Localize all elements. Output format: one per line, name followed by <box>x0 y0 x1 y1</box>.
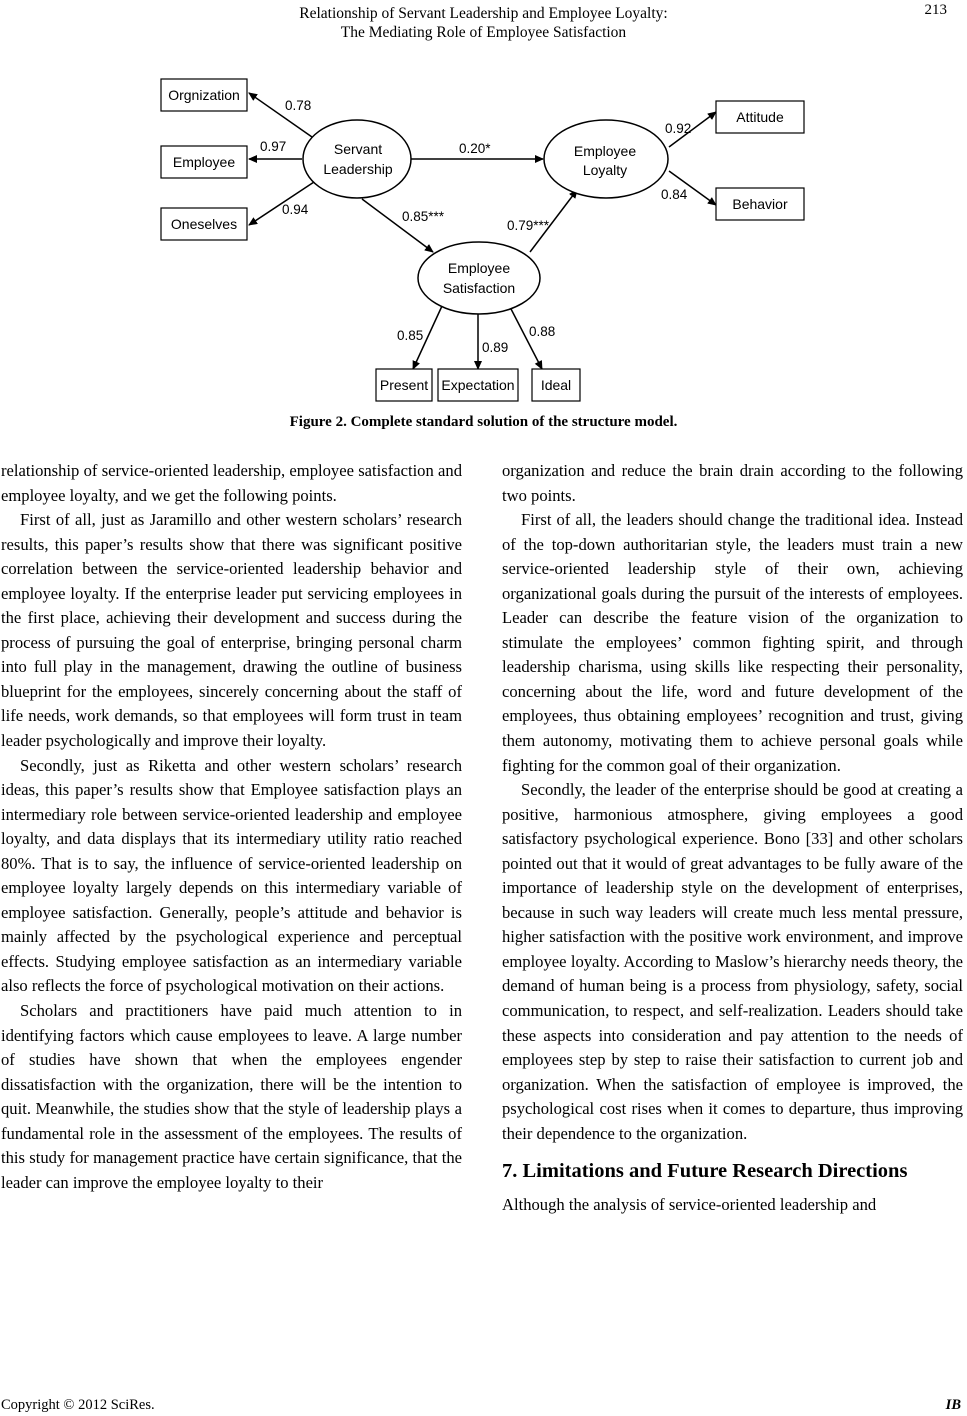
node-employee-label: Employee <box>172 154 236 170</box>
node-servant-leadership-label-2: Leadership <box>323 161 393 177</box>
coef-sat-ideal: 0.88 <box>529 324 556 339</box>
right-paragraph-2: First of all, the leaders should change the traditional idea. Instead of the top-down authoritarian style, the leaders must train a new service-oriented leadership style of their own, achieving organizational goals during the pursuit of the interests of employees. Leader can describe the feature vision of the organization to stimulate the employees’ common fighting spirit, and through leadership charisma, using skills like respecting their personality, concerning about the life, word and future development of the employees, thus obtaining employees’ recognition and trust, giving them autonomy, motivating them to achieve personal goals while fighting for the common goal of their organization. <box>502 510 963 775</box>
right-paragraph-1: organization and reduce the brain drain according to the following two points. <box>502 461 963 505</box>
node-ideal-label: Ideal <box>540 377 572 393</box>
node-employee-satisfaction-label-1: Employee <box>447 260 511 276</box>
left-paragraph-4: Scholars and practitioners have paid much attention to in identifying factors which cause employees to leave. A large number of studies have shown that when the employees engender dissatisfaction with the organization, there will be the intention to quit. Meanwhile, the studies show that the style of leadership plays a fundamental role in the assessment of the employees. The results of this study for management practice have certain significance, that the leader can improve the employee loyalty to their <box>1 1001 462 1192</box>
section-heading: 7. Limitations and Future Research Directions <box>502 1160 908 1183</box>
node-employee-loyalty-label-1: Employee <box>573 143 637 159</box>
right-paragraph-4: Although the analysis of service-oriented leadership and <box>502 1195 877 1215</box>
node-expectation-label: Expectation <box>441 377 515 393</box>
coef-sat-present: 0.85 <box>397 328 424 343</box>
node-organization-label: Orgnization <box>168 87 240 103</box>
arrow-sl-satisfaction <box>362 199 433 252</box>
node-employee-loyalty-ellipse <box>544 120 668 198</box>
copyright-notice: Copyright © 2012 SciRes. <box>1 1397 155 1413</box>
running-title-line-1: Relationship of Servant Leadership and Employee Loyalty: <box>299 5 668 22</box>
node-employee-loyalty-label-2: Loyalty <box>582 162 628 178</box>
left-paragraph-1: relationship of service-oriented leadership, employee satisfaction and employee loyalty, and we get the following points. <box>1 461 462 505</box>
right-paragraph-3: Secondly, the leader of the enterprise should be good at creating a positive, harmonious atmosphere, giving employees a good satisfactory psychological experience. Bono [33] and other scholars pointed out that it would of great advantages to be fully aware of the importance of leadership style on the development of enterprises, because in such way leaders will create much less mental pressure, higher satisfaction with the positive work environment, and improve employee loyalty. According to Maslow’s hierarchy needs theory, the demand of human being is a process from physiology, safety, social communication, to respect, and self-realization. Leaders should take these aspects into consideration and pay attention to the needs of employees step by step to raise their satisfaction to current job and organization. When the satisfaction of employee is improved, the psychological cost rises when it comes to departure, thus improving their dependence to the organization. <box>502 780 963 1143</box>
coef-loyalty-behavior: 0.84 <box>661 187 688 202</box>
node-oneselves-label: Oneselves <box>170 216 238 232</box>
coef-sat-expectation: 0.89 <box>482 340 509 355</box>
journal-abbreviation: IB <box>945 1397 961 1413</box>
coef-sl-oneselves: 0.94 <box>282 202 309 217</box>
page-footer <box>0 1397 967 1416</box>
node-employee-satisfaction-ellipse <box>418 242 540 314</box>
coef-sl-organization: 0.78 <box>285 98 312 113</box>
node-behavior-label: Behavior <box>732 196 788 212</box>
coef-satisfaction-loyalty: 0.79*** <box>507 218 550 233</box>
right-column <box>502 459 963 1218</box>
page-number: 213 <box>924 2 947 18</box>
left-paragraph-3: Secondly, just as Riketta and other western scholars’ research ideas, this paper’s results show that Employee satisfaction plays an intermediary role between service-oriented leadership and employee loyalty, and data displays that its intermediary utility ratio reached 80%. That is to say, the influence of service-oriented leadership on employee loyalty largely depends on this intermediary variable of employee satisfaction. Generally, people’s attitude and behavior is mainly affected by the psychological experience and perceptual effects. Studying employee satisfaction as an intermediary variable also reflects the force of psychological motivation on their actions. <box>1 755 462 996</box>
running-title-line-2: The Mediating Role of Employee Satisfaction <box>340 24 627 41</box>
coef-sl-employee: 0.97 <box>260 139 287 154</box>
node-employee-satisfaction-label-2: Satisfaction <box>442 280 516 296</box>
left-paragraph-2: First of all, just as Jaramillo and other western scholars’ research results, this paper’s results show that there was significant positive correlation between the service-oriented leadership behavior and employee loyalty. If the enterprise leader put servicing employees in the first place, achieving their development and success during the process of pursuing the goal of enterprise, bringing personal charm into full play in the management, drawing the outline of business blueprint for the employees, sincerely concerning about the staff of life needs, work demands, so that employees will form trust in team leader psychologically and improve their loyalty. <box>1 510 462 751</box>
node-servant-leadership-ellipse <box>303 120 411 198</box>
node-servant-leadership-label-1: Servant <box>333 141 383 157</box>
node-attitude-label: Attitude <box>736 109 784 125</box>
node-present-label: Present <box>379 377 429 393</box>
coef-loyalty-attitude: 0.92 <box>665 121 692 136</box>
left-column <box>1 459 462 1195</box>
coef-sl-satisfaction: 0.85*** <box>402 209 445 224</box>
figure-caption: Figure 2. Complete standard solution of the structure model. <box>289 414 678 430</box>
coef-sl-loyalty: 0.20* <box>459 141 491 156</box>
structure-model-diagram <box>150 70 820 410</box>
running-title <box>0 4 967 42</box>
page-header <box>0 0 967 48</box>
